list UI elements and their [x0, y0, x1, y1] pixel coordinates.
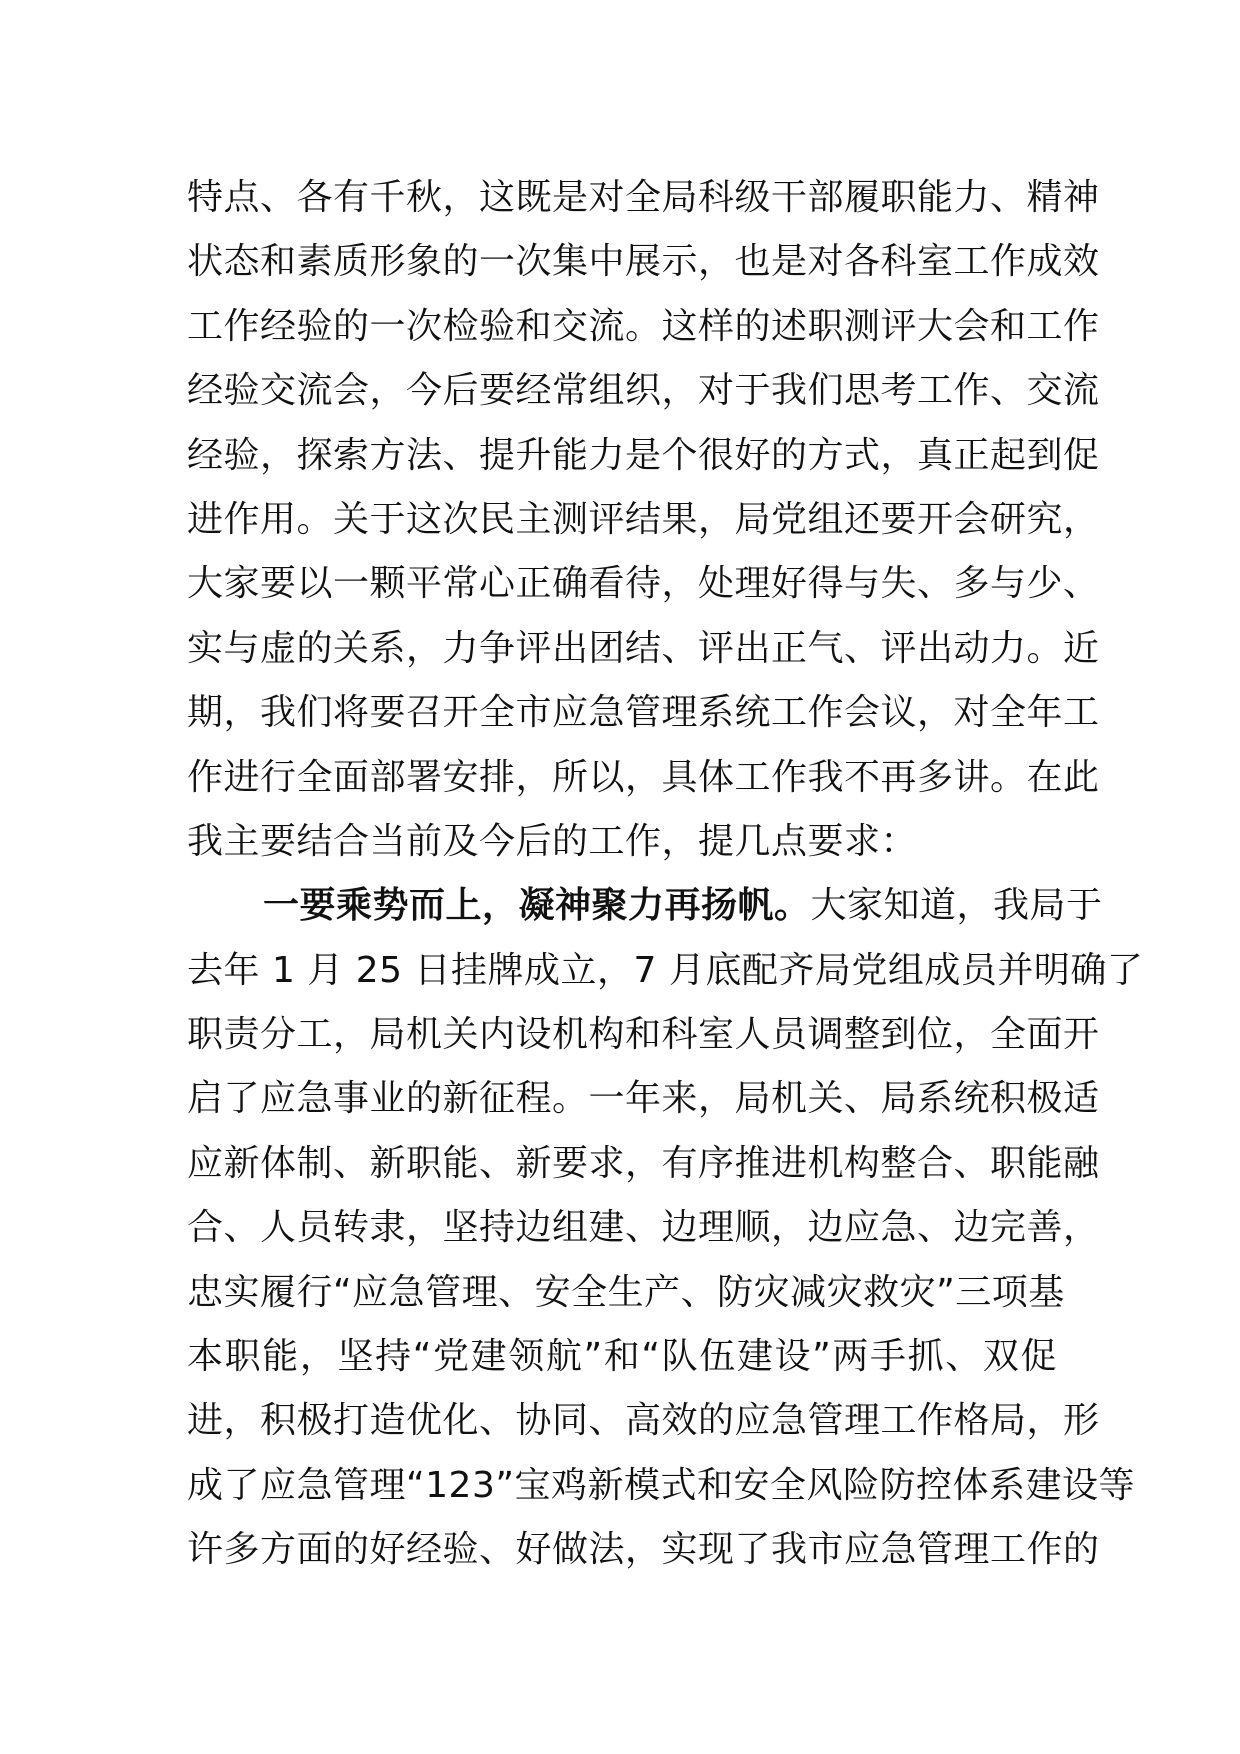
text-line: 作进行全面部署安排，所以，具体工作我不再多讲。在此	[187, 756, 1100, 798]
text-line: 进作用。关于这次民主测评结果，局党组还要开会研究，	[187, 498, 1100, 540]
paragraph-heading-line	[187, 874, 1103, 938]
paragraph-heading: 一要乘势而上，凝神聚力再扬帆。	[263, 885, 811, 927]
heading-line-rest: 大家知道，我局于	[810, 885, 1103, 927]
text-line: 经验，探索方法、提升能力是个很好的方式，真正起到促	[187, 434, 1100, 476]
text-line: 成了应急管理“123”宝鸡新模式和安全风险防控体系建设等	[187, 1464, 1136, 1506]
text-line: 合、人员转隶，坚持边组建、边理顺，边应急、边完善，	[187, 1207, 1100, 1249]
text-line: 工作经验的一次检验和交流。这样的述职测评大会和工作	[187, 305, 1100, 347]
text-line: 本职能，坚持“党建领航”和“队伍建设”两手抓、双促	[187, 1336, 1057, 1378]
paragraph-2	[187, 874, 1144, 1582]
paragraph-1	[187, 166, 1100, 874]
text-line: 经验交流会，今后要经常组织，对于我们思考工作、交流	[187, 370, 1100, 412]
text-line: 大家要以一颗平常心正确看待，处理好得与失、多与少、	[187, 563, 1100, 605]
body-text	[187, 166, 1144, 1583]
text-line: 忠实履行“应急管理、安全生产、防灾减灾救灾”三项基	[187, 1271, 1065, 1313]
text-line: 状态和素质形象的一次集中展示，也是对各科室工作成效	[187, 241, 1100, 283]
text-line: 实与虚的关系，力争评出团结、评出正气、评出动力。近	[187, 627, 1100, 669]
text-line: 职责分工，局机关内设机构和科室人员调整到位，全面开	[187, 1014, 1100, 1056]
text-line: 启了应急事业的新征程。一年来，局机关、局系统积极适	[187, 1078, 1100, 1120]
text-line: 许多方面的好经验、好做法，实现了我市应急管理工作的	[187, 1529, 1100, 1571]
text-line: 进，积极打造优化、协同、高效的应急管理工作格局，形	[187, 1400, 1100, 1442]
text-line: 去年 1 月 25 日挂牌成立，7 月底配齐局党组成员并明确了	[187, 949, 1144, 991]
text-line: 期，我们将要召开全市应急管理系统工作会议，对全年工	[187, 692, 1100, 734]
text-line: 我主要结合当前及今后的工作，提几点要求：	[187, 820, 918, 862]
text-line: 应新体制、新职能、新要求，有序推进机构整合、职能融	[187, 1142, 1100, 1184]
text-line: 特点、各有千秋，这既是对全局科级干部履职能力、精神	[187, 177, 1100, 218]
